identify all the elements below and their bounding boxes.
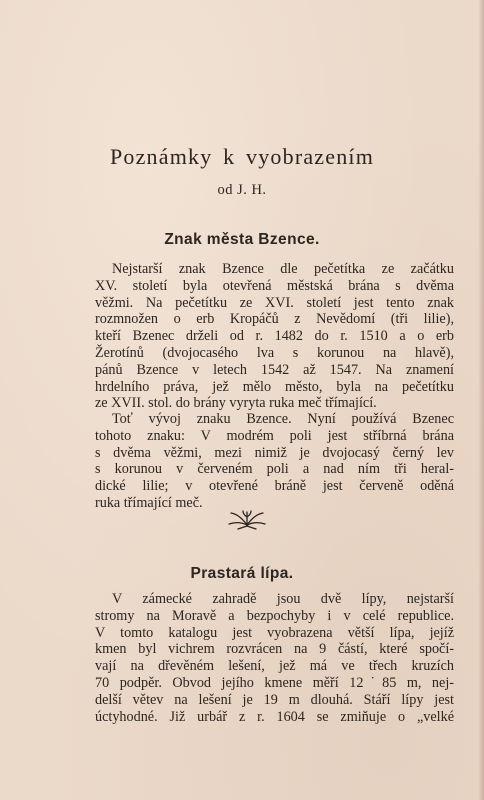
text-line: delší větev na lešení je 19 m dlouhá. Stáří lípy jest xyxy=(95,691,454,708)
text-line: kmen byl vichrem rozvrácen na 9 částí, které spočí- xyxy=(95,641,454,658)
text-line: Nejstarší znak Bzence dle pečetítka ze začátku xyxy=(112,261,454,277)
text-line: Žerotínů (dvojocasého lva s korunou na hlavě), xyxy=(95,344,454,361)
text-line: s korunou v červeném poli a nad ním tři heral- xyxy=(95,461,454,478)
fleuron-ornament-icon xyxy=(227,508,267,530)
text-line: stromy na Moravě a bezpochyby i v celé republice. xyxy=(95,607,454,624)
text-line: V tomto katalogu jest vyobrazena větší lípa, jejíž xyxy=(95,624,454,641)
paragraph-current-coat-of-arms xyxy=(95,411,454,512)
text-line: s dvěma věžmi, mezi nimiž je dvojocasý černý lev xyxy=(95,444,454,461)
text-line: úctyhodné. Již urbář z r. 1604 se zmiňuje o „velké xyxy=(95,708,454,725)
paragraph-coat-of-arms-history xyxy=(95,261,454,412)
paragraph-linden-tree xyxy=(95,591,454,725)
section-heading-coat-of-arms: Znak města Bzence. xyxy=(164,231,320,248)
text-line: pánů Bzence v letech 1542 až 1547. Na znamení xyxy=(95,361,454,378)
text-line: vají na dřevěném lešení, jež má ve třech kruzích xyxy=(95,658,454,675)
text-line: věžmi. Na pečetítku ze XVI. století jest tento znak xyxy=(95,294,454,311)
page-edge-shadow xyxy=(478,0,484,800)
text-line: 70 podpěr. Obvod jejího kmene měří 12˙85 m, nej- xyxy=(95,674,454,691)
text-line: dické lilie; v otevřené bráně jest červeně oděná xyxy=(95,478,454,495)
author-byline: od J. H. xyxy=(217,182,267,198)
text-line: XV. století byla otevřená městská brána s dvěma xyxy=(95,277,454,294)
text-line: V zámecké zahradě jsou dvě lípy, nejstarší xyxy=(112,591,454,607)
text-line: kteří Bzenec drželi od r. 1482 do r. 1510 a o erb xyxy=(95,328,454,345)
text-line: Toť vývoj znaku Bzence. Nyní používá Bzenec xyxy=(112,411,454,427)
text-line: hrdelního práva, jež mělo město, byla na pečetítku xyxy=(95,378,454,395)
text-line: rozmnožen o erb Kropáčů z Nevědomí (tři lilie), xyxy=(95,311,454,328)
text-line: ze XVII. stol. do brány vyryta ruka meč třímající. xyxy=(95,395,377,412)
section-heading-linden-tree: Prastará lípa. xyxy=(190,565,294,582)
page-title: Poznámky k vyobrazením xyxy=(109,144,375,169)
text-line: tohoto znaku: V modrém poli jest stříbrná brána xyxy=(95,427,454,444)
text-line: ruka třímající meč. xyxy=(95,494,203,511)
